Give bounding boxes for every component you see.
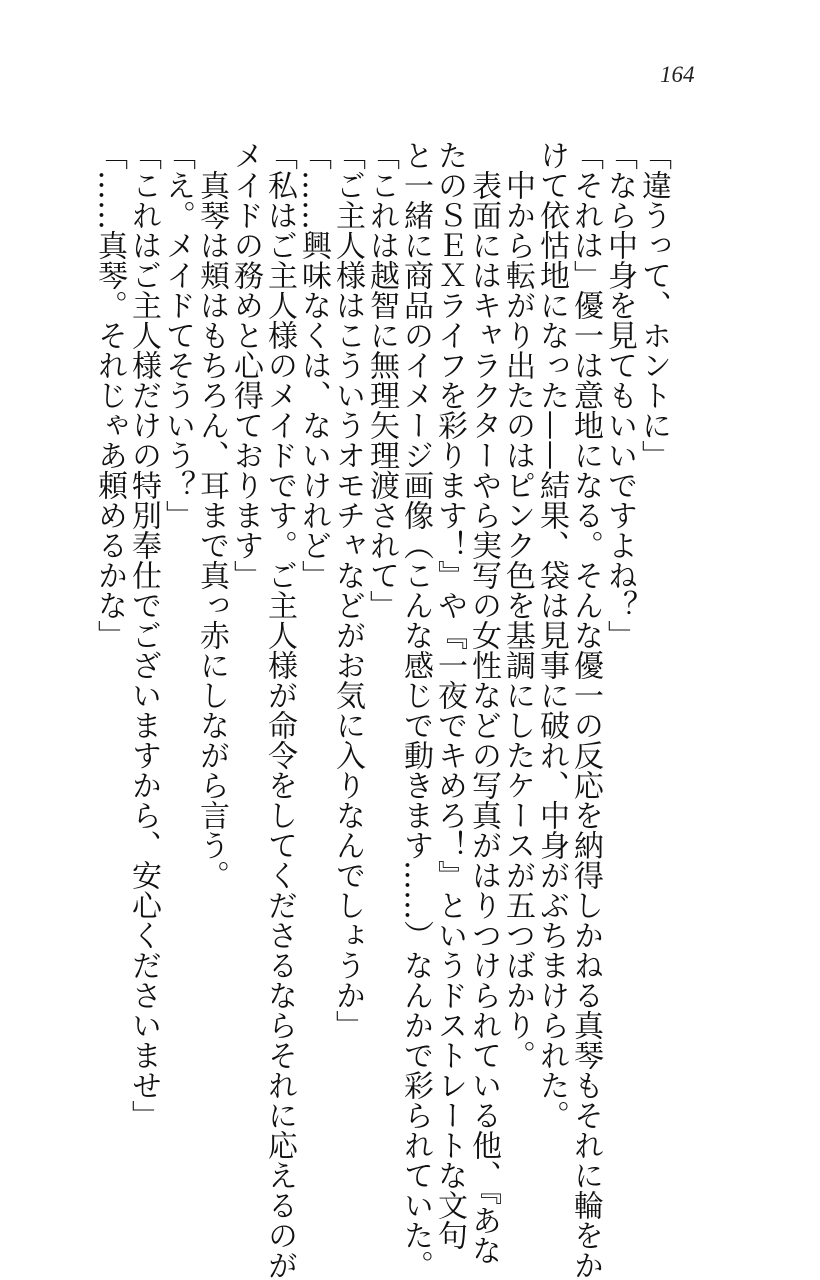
- text-line: 「……真琴。それじゃあ頼めるかな」: [92, 140, 127, 650]
- text-line: 中から転がり出たのはピンク色を基調にしたケースが五つばかり。: [500, 170, 535, 1070]
- text-line: 「これは越智に無理矢理渡されて」: [364, 140, 399, 620]
- text-line: 「なら中身を見てもいいですよね？」: [602, 140, 637, 650]
- text-line: たのＳＥＸライフを彩ります！』や『一夜でキめろ！』というドストレートな文句: [432, 140, 467, 1250]
- text-line: けて依怙地になった——結果、袋は見事に破れ、中身がぶちまけられた。: [534, 140, 569, 1130]
- text-line: 「これはご主人様だけの特別奉仕でございますから、安心くださいませ」: [126, 140, 161, 1130]
- text-line: 表面にはキャラクターやら実写の女性などの写真がはりつけられている他、『あな: [466, 170, 501, 1265]
- text-line: 「……興味なくは、ないけれど」: [296, 140, 331, 590]
- text-line: 「私はご主人様のメイドです。ご主人様が命令をしてくださるならそれに応えるのが: [262, 140, 297, 1280]
- text-line: 真琴は頬はもちろん、耳まで真っ赤にしながら言う。: [194, 170, 229, 890]
- page-number: 164: [660, 62, 695, 87]
- text-line: メイドの務めと心得ております」: [228, 140, 263, 590]
- text-line: 「それは」優一は意地になる。そんな優一の反応を納得しかねる真琴もそれに輪をか: [568, 140, 603, 1280]
- text-line: 「違うって、ホントに」: [636, 140, 671, 470]
- text-line: 「え。メイドてそういう？」: [160, 140, 195, 530]
- text-line: と一緒に商品のイメージ画像（こんな感じで動きます……）なんかで彩られていた。: [398, 140, 433, 1280]
- text-line: 「ご主人様はこういうオモチャなどがお気に入りなんでしょうか」: [330, 140, 365, 1040]
- novel-text-body: [92, 140, 671, 1280]
